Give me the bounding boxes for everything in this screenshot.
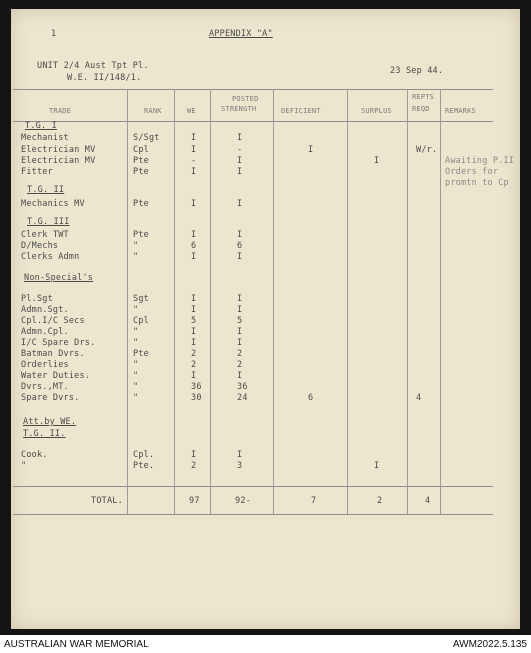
cell-posted: I: [237, 133, 243, 143]
section-heading: T.G. I: [25, 121, 57, 131]
header-top-rule: [13, 89, 493, 90]
footer-source: AUSTRALIAN WAR MEMORIAL: [4, 639, 149, 650]
header-bottom-rule: [13, 121, 493, 122]
unit-line: UNIT 2/4 Aust Tpt Pl.: [37, 61, 149, 71]
header-deficient: DEFICIENT: [281, 107, 321, 115]
total-surplus: 2: [377, 496, 383, 506]
cell-posted: 24: [237, 393, 248, 403]
col-divider: [440, 89, 441, 514]
cell-posted: I: [237, 167, 243, 177]
header-we: WE: [187, 107, 196, 115]
cell-we: I: [191, 252, 197, 262]
cell-trade: D/Mechs: [21, 241, 59, 251]
cell-posted: I: [237, 230, 243, 240]
cell-trade: Pl.Sgt: [21, 294, 53, 304]
cell-rank: ": [133, 327, 139, 337]
cell-trade: Fitter: [21, 167, 53, 177]
cell-trade: Admn.Sgt.: [21, 305, 69, 315]
total-bottom-rule: [13, 514, 493, 515]
cell-rank: ": [133, 338, 139, 348]
cell-we: 36: [191, 382, 202, 392]
cell-rank: ": [133, 305, 139, 315]
cell-posted: I: [237, 305, 243, 315]
cell-we: I: [191, 305, 197, 315]
cell-we: -: [191, 156, 197, 166]
cell-trade: Cook.: [21, 450, 48, 460]
cell-posted: 36: [237, 382, 248, 392]
cell-rank: Pte: [133, 167, 149, 177]
cell-rank: Sgt: [133, 294, 149, 304]
cell-posted: I: [237, 371, 243, 381]
cell-trade: Dvrs.,MT.: [21, 382, 69, 392]
section-heading: T.G. II.: [23, 429, 66, 439]
section-heading: T.G. II: [27, 185, 65, 195]
cell-deficient: 6: [308, 393, 314, 403]
cell-we: I: [191, 371, 197, 381]
footer-bar: [0, 637, 531, 653]
cell-rank: Pte.: [133, 461, 155, 471]
cell-trade: Mechanics MV: [21, 199, 85, 209]
cell-surplus: I: [374, 461, 380, 471]
cell-we: 5: [191, 316, 197, 326]
cell-remarks: Orders for: [445, 167, 499, 177]
header-surplus: SURPLUS: [361, 107, 392, 115]
cell-rank: Cpl: [133, 145, 149, 155]
section-heading: T.G. III: [27, 217, 70, 227]
cell-repts: W/r.: [416, 145, 438, 155]
cell-we: I: [191, 133, 197, 143]
cell-rank: ": [133, 393, 139, 403]
section-heading: Non-Special's: [24, 273, 94, 283]
document-page: [11, 9, 520, 629]
cell-rank: Pte: [133, 230, 149, 240]
header-strength: STRENGTH: [221, 105, 257, 113]
page-number: 1: [51, 29, 57, 39]
cell-posted: I: [237, 156, 243, 166]
cell-rank: Pte: [133, 199, 149, 209]
cell-rank: Pte: [133, 156, 149, 166]
cell-rank: ": [133, 252, 139, 262]
cell-trade: Spare Dvrs.: [21, 393, 80, 403]
total-repts: 4: [425, 496, 431, 506]
cell-we: 2: [191, 360, 197, 370]
cell-trade: Electrician MV: [21, 145, 96, 155]
cell-posted: I: [237, 327, 243, 337]
cell-posted: 6: [237, 241, 243, 251]
cell-trade: Batman Dvrs.: [21, 349, 85, 359]
header-reqd: REQD: [412, 105, 430, 113]
cell-trade: Cpl.I/C Secs: [21, 316, 85, 326]
cell-we: I: [191, 327, 197, 337]
col-divider: [127, 89, 128, 514]
cell-posted: I: [237, 252, 243, 262]
col-divider: [347, 89, 348, 514]
cell-posted: 3: [237, 461, 243, 471]
cell-rank: S/Sgt: [133, 133, 160, 143]
cell-trade: Admn.Cpl.: [21, 327, 69, 337]
cell-rank: ": [133, 241, 139, 251]
cell-posted: 5: [237, 316, 243, 326]
header-rank: RANK: [144, 107, 162, 115]
cell-rank: ": [133, 382, 139, 392]
cell-rank: Cpl: [133, 316, 149, 326]
cell-we: I: [191, 338, 197, 348]
cell-we: I: [191, 450, 197, 460]
cell-we: I: [191, 230, 197, 240]
cell-trade: Water Duties.: [21, 371, 91, 381]
total-top-rule: [13, 486, 493, 487]
cell-repts: 4: [416, 393, 422, 403]
cell-posted: 2: [237, 360, 243, 370]
cell-trade: Mechanist: [21, 133, 69, 143]
cell-rank: ": [133, 371, 139, 381]
col-divider: [407, 89, 408, 514]
col-divider: [273, 89, 274, 514]
cell-we: I: [191, 167, 197, 177]
cell-we: 2: [191, 461, 197, 471]
cell-posted: I: [237, 294, 243, 304]
footer-accession: AWM2022.5.135: [452, 639, 527, 650]
cell-trade: I/C Spare Drs.: [21, 338, 96, 348]
cell-we: I: [191, 294, 197, 304]
cell-trade: Orderlies: [21, 360, 69, 370]
cell-rank: ": [133, 360, 139, 370]
cell-we: 2: [191, 349, 197, 359]
cell-trade: Clerk TWT: [21, 230, 69, 240]
total-deficient: 7: [311, 496, 317, 506]
header-remarks: REMARKS: [445, 107, 476, 115]
cell-posted: 2: [237, 349, 243, 359]
cell-posted: -: [237, 145, 243, 155]
cell-rank: Cpl.: [133, 450, 155, 460]
cell-remarks: Awaiting P.II: [445, 156, 515, 166]
total-label: TOTAL.: [91, 496, 123, 506]
header-trade: TRADE: [49, 107, 72, 115]
cell-we: 6: [191, 241, 197, 251]
section-heading: Att.by WE.: [23, 417, 77, 427]
cell-we: 30: [191, 393, 202, 403]
header-posted: POSTED: [232, 95, 259, 103]
col-divider: [210, 89, 211, 514]
cell-surplus: I: [374, 156, 380, 166]
cell-we: I: [191, 145, 197, 155]
total-posted: 92-: [235, 496, 251, 506]
total-we: 97: [189, 496, 200, 506]
document-date: 23 Sep 44.: [390, 66, 444, 76]
cell-deficient: I: [308, 145, 314, 155]
col-divider: [174, 89, 175, 514]
cell-rank: Pte: [133, 349, 149, 359]
cell-we: I: [191, 199, 197, 209]
we-line: W.E. II/148/1.: [67, 73, 142, 83]
header-repts: REPTS: [412, 93, 435, 101]
appendix-title: APPENDIX "A": [209, 29, 273, 39]
cell-trade: ": [21, 461, 27, 471]
cell-posted: I: [237, 450, 243, 460]
cell-trade: Electrician MV: [21, 156, 96, 166]
cell-remarks: promtn to Cp: [445, 178, 509, 188]
cell-posted: I: [237, 199, 243, 209]
cell-trade: Clerks Admn: [21, 252, 80, 262]
cell-posted: I: [237, 338, 243, 348]
